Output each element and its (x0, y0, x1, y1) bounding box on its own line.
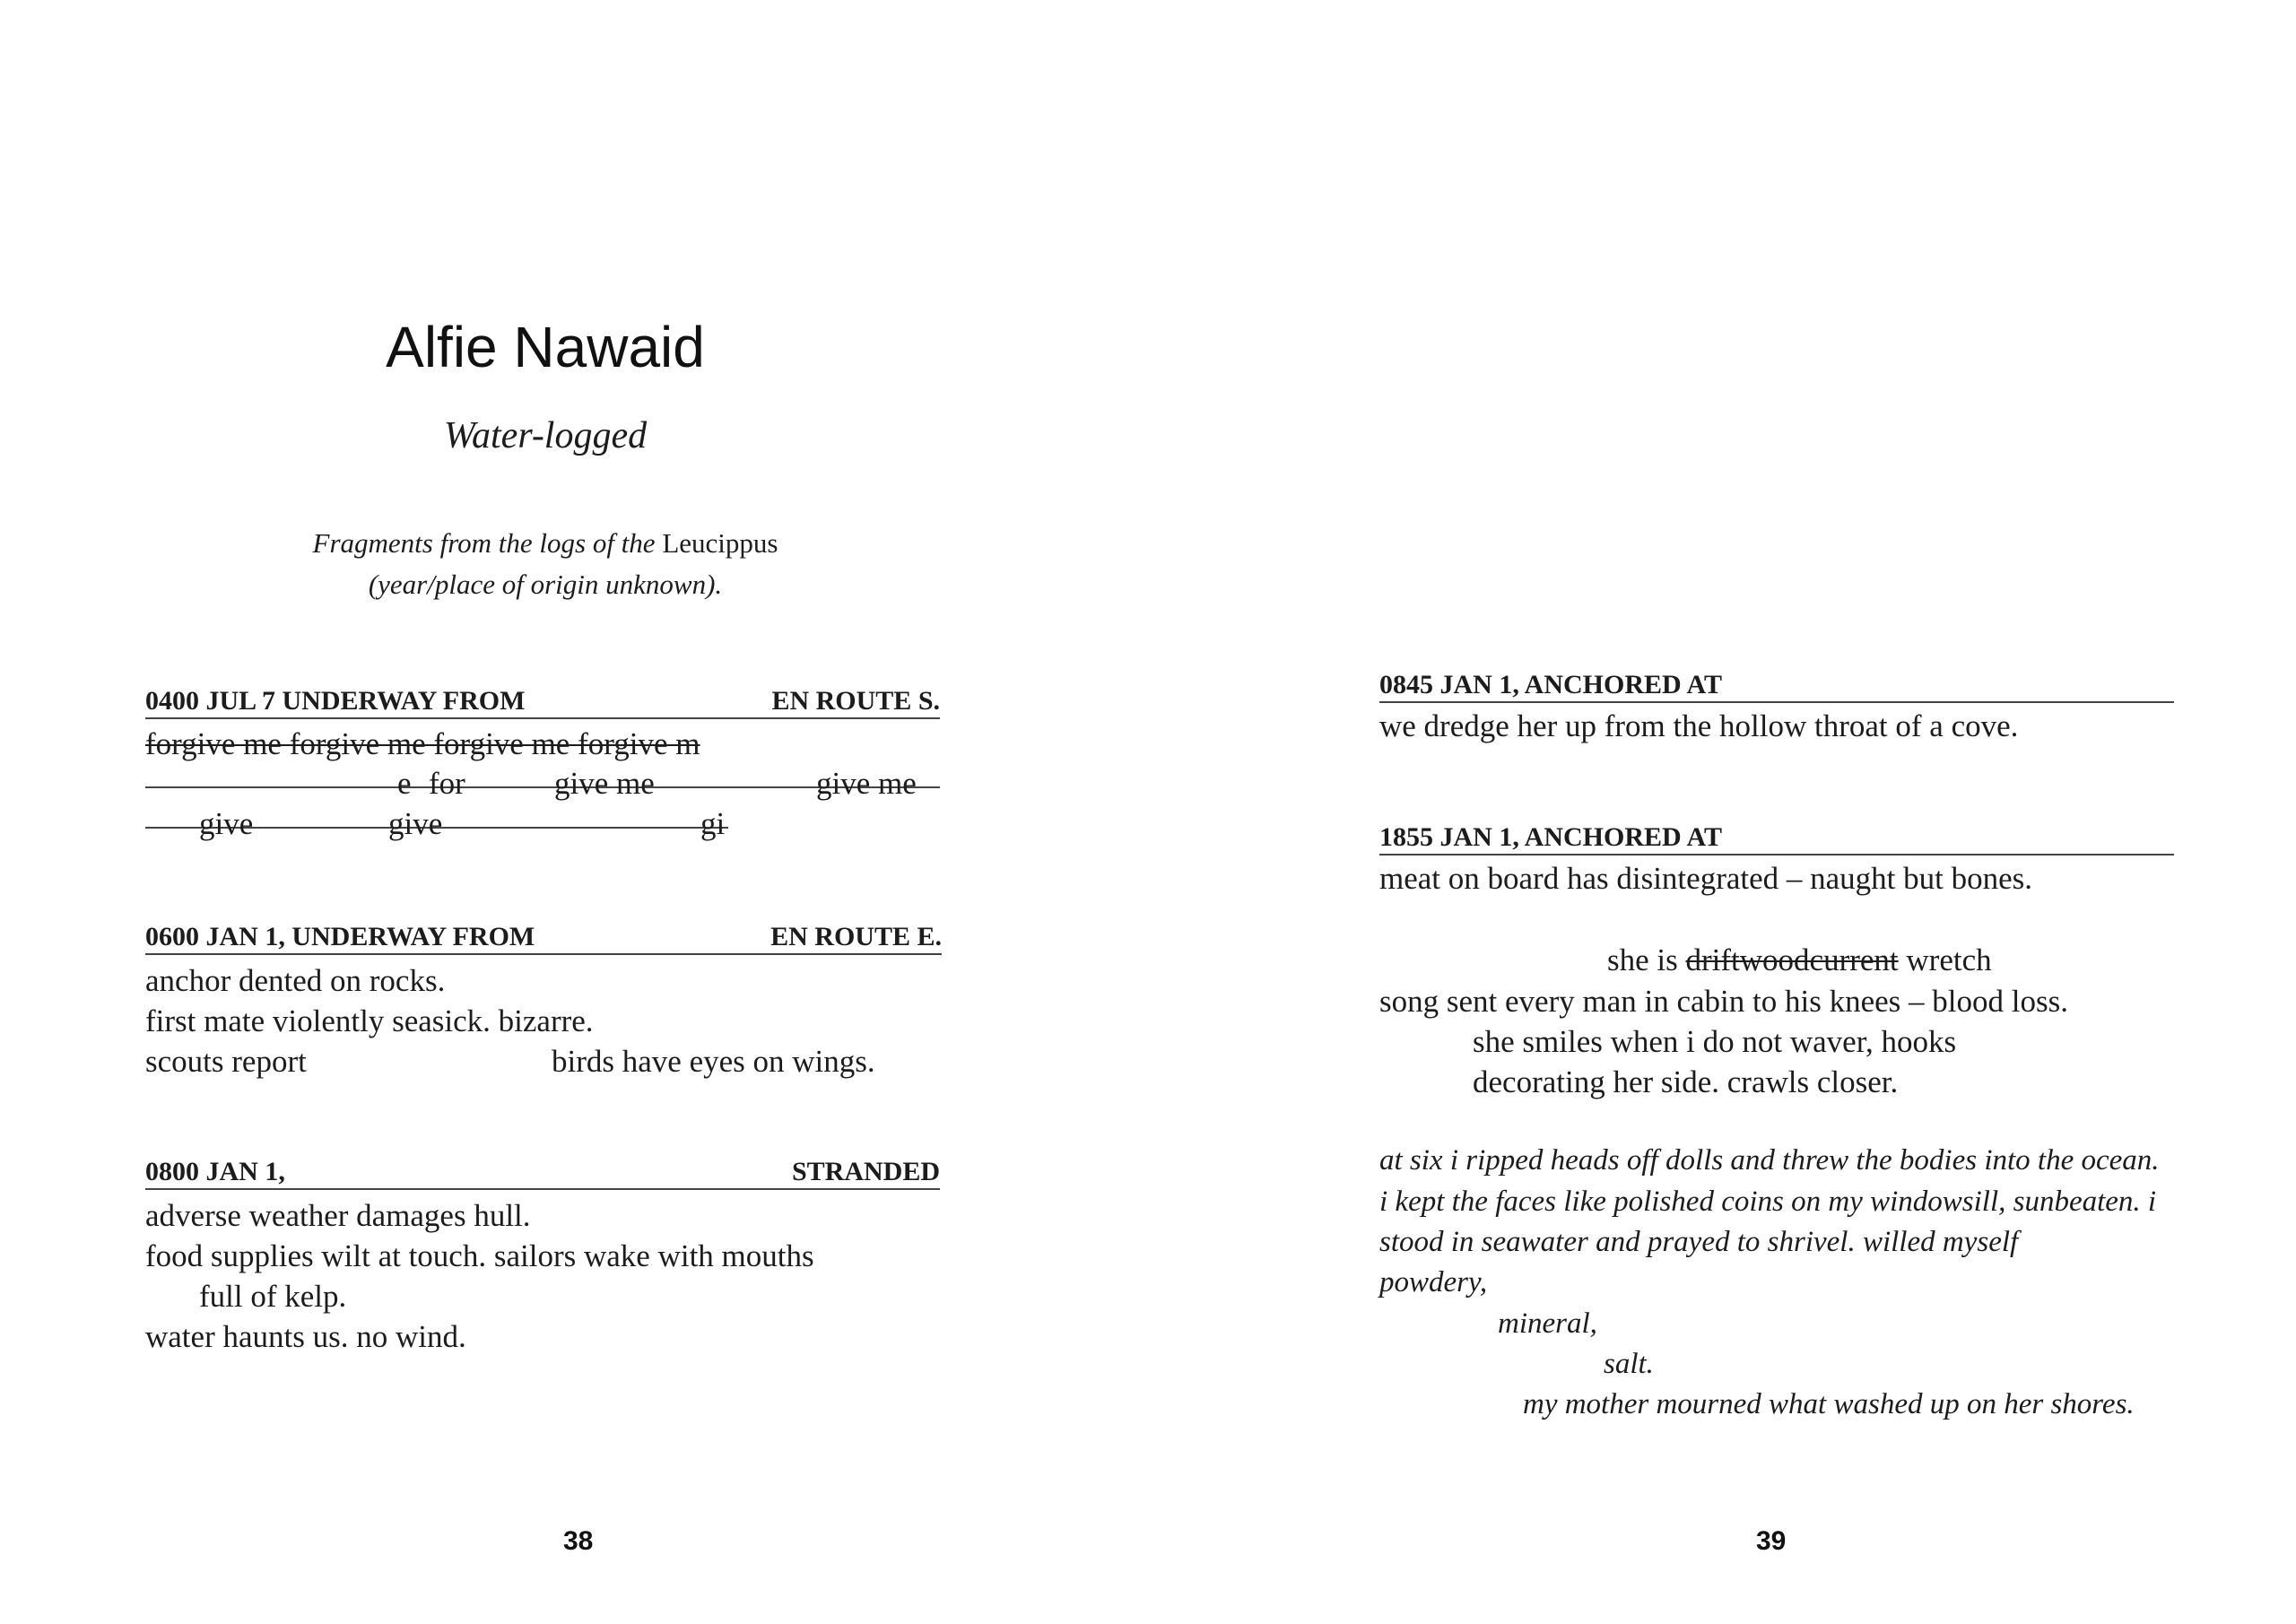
stanza-line: mineral, (1498, 1307, 1597, 1340)
stanza-line: powdery, (1379, 1266, 1488, 1298)
poem-title: Water-logged (443, 415, 648, 456)
struck-fragment-give-me-2: give me (816, 766, 917, 801)
page-number-left: 38 (563, 1526, 594, 1556)
struck-line-1: forgive me forgive me forgive me forgive m (145, 726, 700, 761)
log-line: we dredge her up from the hollow throat of a cove. (1379, 708, 2019, 743)
struck-fragment-give-me-1: give me (554, 766, 655, 801)
stanza-line: salt. (1604, 1348, 1654, 1380)
struck-fragment-give-1: give (199, 806, 254, 841)
page-number-right: 39 (1756, 1526, 1787, 1556)
log-header-1855: 1855 JAN 1, ANCHORED AT (1379, 821, 2174, 855)
struck-fragment-for: for (429, 766, 465, 801)
ship-name: Leucippus (662, 527, 778, 559)
struck-fragment-e: e (397, 766, 412, 801)
stanza-line: my mother mourned what washed up on her shores. (1523, 1388, 2135, 1420)
log-line: decorating her side. crawls closer. (1473, 1064, 1899, 1099)
log-line: food supplies wilt at touch. sailors wake with mouths (145, 1238, 814, 1273)
author-name: Alfie Nawaid (386, 315, 705, 379)
log-header-0800: 0800 JAN 1, STRANDED (145, 1156, 940, 1190)
struck-word: driftwoodcurrent (1685, 942, 1899, 977)
log-line: full of kelp. (199, 1279, 347, 1314)
log-line: meat on board has disintegrated – naught but bones. (1379, 861, 2033, 896)
log-header-0845: 0845 JAN 1, ANCHORED AT (1379, 669, 2174, 703)
log-line: scouts report (145, 1044, 307, 1079)
stanza-line: at six i ripped heads off dolls and threw the bodies into the ocean. (1379, 1144, 2160, 1177)
log-line: water haunts us. no wind. (145, 1319, 466, 1354)
epigraph-line-1 (0, 527, 1091, 560)
log-line: she smiles when i do not waver, hooks (1473, 1024, 1957, 1059)
struck-fragment-give-2: give (388, 806, 443, 841)
log-line-she-is: she is driftwoodcurrent wretch (1607, 942, 1992, 977)
epigraph-line-2: (year/place of origin unknown). (368, 569, 723, 600)
right-page (1148, 0, 2296, 1624)
log-line: adverse weather damages hull. (145, 1198, 531, 1233)
struck-fragment-gi: gi (700, 806, 726, 841)
stanza-line: stood in seawater and prayed to shrivel. willed myself (1379, 1226, 2019, 1258)
log-header-0600: 0600 JAN 1, UNDERWAY FROM EN ROUTE E. (145, 921, 942, 955)
epigraph-italic: Fragments from the logs of the (312, 527, 656, 559)
log-line: birds have eyes on wings. (552, 1044, 875, 1079)
stanza-line: i kept the faces like polished coins on my windowsill, sunbeaten. i (1379, 1185, 2157, 1218)
log-line: anchor dented on rocks. (145, 963, 446, 998)
log-header-0400: 0400 JUL 7 UNDERWAY FROM EN ROUTE S. (145, 685, 940, 719)
log-line: song sent every man in cabin to his knees – blood loss. (1379, 984, 2068, 1019)
log-line: first mate violently seasick. bizarre. (145, 1003, 594, 1038)
